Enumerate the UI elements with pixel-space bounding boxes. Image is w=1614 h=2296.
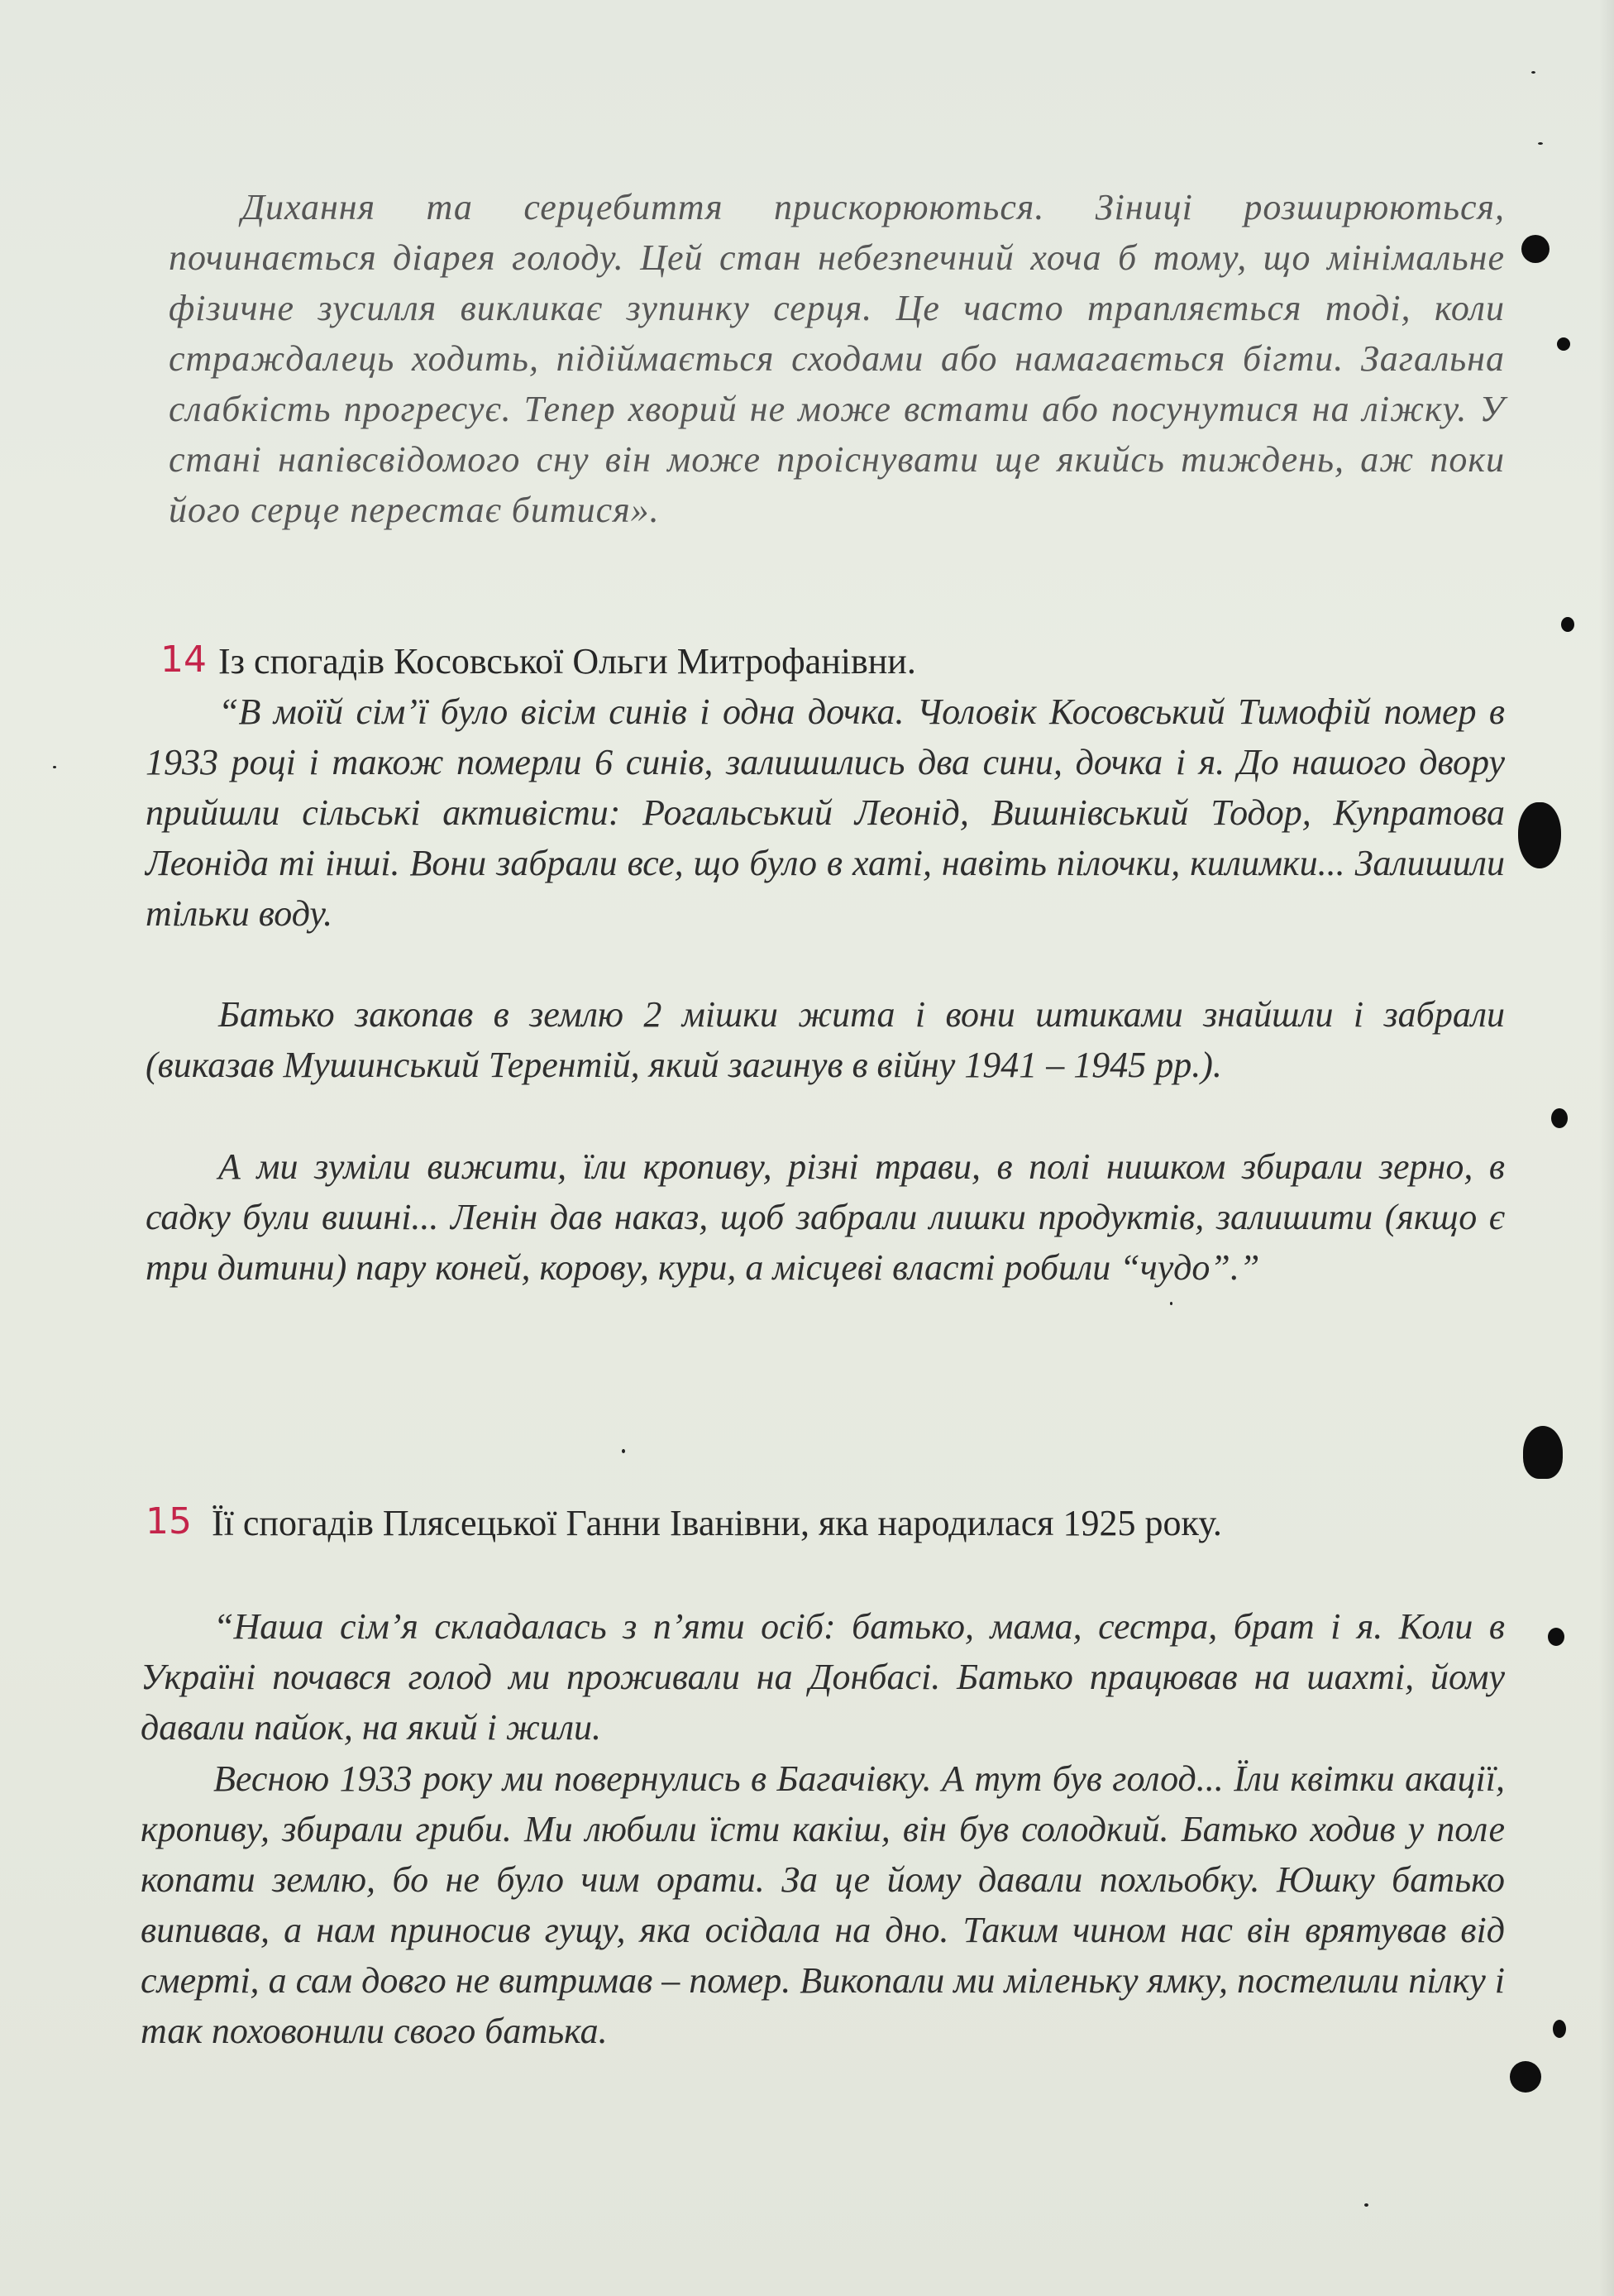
testimony-14-text-3: А ми зуміли вижити, їли кропиву, різні трави, в полі нишком збирали зерно, в садку були вишні... Ленін дав наказ, щоб забрали лишки продуктів, залишити (якщо є три дитини) пару коней, корову, кури, а місцеві власті робили “чудо”.” [146,1146,1505,1288]
punch-hole [1518,802,1561,868]
dust-speck [622,1449,625,1453]
punch-hole [1551,1108,1568,1128]
punch-hole [1557,337,1570,351]
dust-speck [1538,142,1543,145]
section-top-paragraph [169,182,1505,535]
dust-speck [1364,2203,1368,2207]
dust-speck [53,766,56,768]
punch-hole [1521,235,1550,263]
punch-hole [1553,2020,1566,2038]
margin-number-14: 14 [160,639,207,681]
testimony-14-paragraph-1 [146,686,1505,939]
punch-hole [1523,1426,1563,1479]
margin-number-15: 15 [146,1500,192,1543]
testimony-15-heading: Її спогадів Плясецької Ганни Іванівни, яка народилася 1925 року. [212,1503,1222,1543]
testimony-15-text-1: “Наша сім’я складалась з п’яти осіб: батько, мама, сестра, брат і я. Коли в Україні почався голод ми проживали на Донбасі. Батько працював на шахті, йому давали пайок, на який і жили. [141,1606,1505,1748]
testimony-14-text-2: Батько закопав в землю 2 мішки жита і вони штиками знайшли і забрали (виказав Мушинський Терентій, який загинув в війну 1941 – 1945 рр.). [146,994,1505,1085]
testimony-15-text-2: Весною 1933 року ми повернулись в Багачівку. А тут був голод... Їли квітки акації, кропиву, збирали гриби. Ми любили їсти какіш, він був солодкий. Батько ходив у поле копати землю, бо не було чим орати. За це йому давали похльобку. Юшку батько випивав, а нам приносив гущу, яка осідала на дно. Таким чином нас він врятував від смерті, а сам довго не витримав – помер. Викопали ми міленьку ямку, постелили пілку і так поховонили свого батька. [141,1758,1505,2051]
testimony-14-heading: Із спогадів Косовської Ольги Митрофанівни. [218,641,916,682]
punch-hole [1510,2061,1541,2093]
testimony-15-paragraph-1 [141,1601,1505,1753]
punch-hole [1548,1628,1564,1646]
section-top-text: Дихання та серцебиття прискорюються. Зіниці розширюються, починається діарея голоду. Цей стан небезпечний хоча б тому, що мінімальне фізичне зусилля викликає зупинку серця. Це часто трапляється тоді, коли страждалець ходить, підіймається сходами або намагається бігти. Загальна слабкість прогресує. Тепер хворий не може встати або посунутися на ліжку. У стані напівсвідомого сну він може проіснувати ще якийсь тиждень, аж поки його серце перестає битися». [169,187,1505,530]
testimony-14-paragraph-2 [146,989,1505,1090]
testimony-14-paragraph-3 [146,1141,1505,1293]
dust-speck [1531,71,1535,74]
testimony-15-paragraph-2 [141,1753,1505,2056]
testimony-14-text-1: “В моїй сім’ї було вісім синів і одна дочка. Чоловік Косовський Тимофій помер в 1933 році і також померли 6 синів, залишились два сини, дочка і я. До нашого двору прийшли сільські активісти: Рогальський Леонід, Вишнівський Тодор, Купратова Леоніда ті інші. Вони забрали все, що було в хаті, навіть пілочки, килимки... Залишили тільки воду. [146,691,1505,934]
page-edge-shadow [1599,0,1614,2296]
dust-speck [1170,1302,1172,1305]
punch-hole [1561,617,1574,632]
